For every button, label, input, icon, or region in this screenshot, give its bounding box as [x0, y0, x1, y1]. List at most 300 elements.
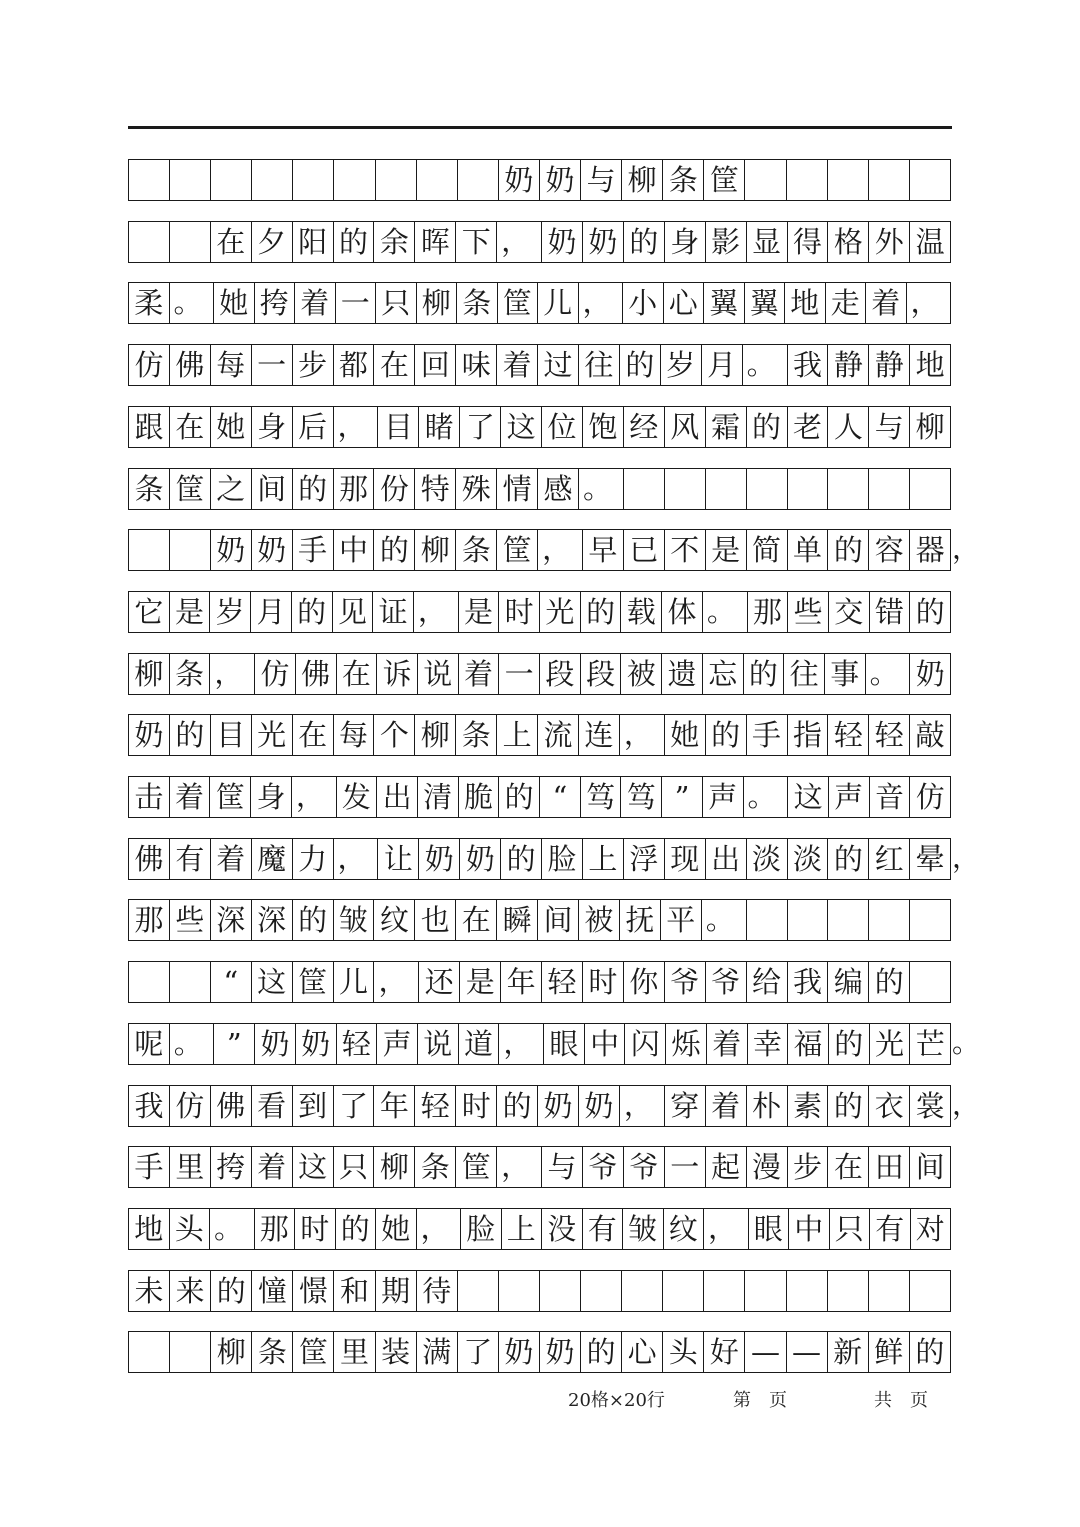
grid-cell: 时 [456, 1086, 497, 1126]
grid-cell: 都 [334, 345, 375, 385]
grid-cell: ， [210, 654, 255, 694]
grid-cell: 奶 [538, 1086, 579, 1126]
grid-cell: 的 [497, 1086, 538, 1126]
grid-cell: ， [910, 285, 940, 319]
grid-cell: 挎 [255, 283, 296, 323]
grid-cell: 份 [374, 469, 415, 509]
grid-cell: 的 [501, 839, 542, 879]
grid-cell: 奶 [542, 222, 583, 262]
grid-cell [334, 160, 375, 200]
grid-cell: 抚 [620, 900, 661, 940]
grid-cell: 已 [624, 530, 665, 570]
grid-cell: ， [374, 962, 419, 1002]
margin-punctuation [952, 1146, 982, 1188]
grid-cell [170, 1332, 211, 1372]
grid-cell: 佛 [211, 1086, 252, 1126]
grid-cell: 着 [295, 283, 336, 323]
grid-cell: 奶 [211, 530, 252, 570]
margin-punctuation: ， [952, 1088, 981, 1121]
grid-cell: 她 [376, 1209, 417, 1249]
grid-cell: 柳 [211, 1332, 252, 1372]
grid-cell: ， [417, 1209, 462, 1249]
grid-cell: — [787, 1332, 828, 1372]
grid-cell: “ [540, 777, 581, 817]
grid-cell: 显 [747, 222, 788, 262]
grid-cell [665, 469, 706, 509]
grid-cell: 笃 [621, 777, 662, 817]
grid-cell: 遗 [662, 654, 703, 694]
grid-cell: 条 [456, 530, 497, 570]
grid-cell: 条 [456, 715, 497, 755]
grid-cell: 了 [334, 1086, 375, 1126]
margin-punctuation [952, 468, 982, 510]
grid-cell [622, 1271, 663, 1311]
grid-cell: 些 [788, 592, 829, 632]
grid-cell [663, 1271, 704, 1311]
grid-cell: 憬 [293, 1271, 334, 1311]
grid-cell: 淡 [788, 839, 829, 879]
grid-cell: 与 [869, 407, 910, 447]
grid-cell: 柳 [415, 715, 456, 755]
grid-cell: 一 [336, 283, 377, 323]
grid-cell [499, 1271, 540, 1311]
grid-cell: 余 [374, 222, 415, 262]
grid-cell: 素 [788, 1086, 829, 1126]
grid-cell [129, 530, 170, 570]
grid-cell: 鲜 [869, 1332, 910, 1372]
grid-cell: 特 [415, 469, 456, 509]
grid-cell: 清 [418, 777, 459, 817]
grid-row [128, 714, 951, 756]
grid-cell: 这 [293, 1147, 334, 1187]
grid-cell [910, 160, 950, 200]
grid-cell: 的 [624, 222, 665, 262]
grid-cell: 敲 [915, 717, 945, 752]
grid-cell: 烁 [666, 1024, 707, 1064]
grid-row [128, 776, 951, 818]
grid-cell: 柔 [129, 283, 170, 323]
grid-cell [745, 1271, 786, 1311]
grid-cell: 静 [869, 345, 910, 385]
grid-cell: 不 [665, 530, 706, 570]
grid-cell: 柳 [129, 654, 170, 694]
grid-cell: 后 [293, 407, 334, 447]
grid-cell: 饱 [583, 407, 624, 447]
grid-cell [869, 1271, 910, 1311]
grid-cell: 挎 [211, 1147, 252, 1187]
grid-cell: 这 [252, 962, 293, 1002]
grid-cell: 诉 [377, 654, 418, 694]
grid-cell: 时 [499, 592, 540, 632]
grid-cell: 的 [581, 1332, 622, 1372]
grid-cell: 。 [866, 654, 911, 694]
grid-cell: 有 [583, 1209, 624, 1249]
grid-cell: 她 [211, 407, 252, 447]
grid-cell: 时 [295, 1209, 336, 1249]
grid-cell: 奶 [252, 530, 293, 570]
footer-total-pages: 共 页 [874, 1390, 928, 1411]
grid-cell: 地 [129, 1209, 170, 1249]
grid-cell: “ [211, 962, 252, 1002]
grid-cell: 了 [460, 407, 501, 447]
grid-cell: 中 [334, 530, 375, 570]
grid-cell: ， [620, 1086, 665, 1126]
grid-cell [788, 900, 829, 940]
footer-grid-spec: 20格×20行 [568, 1390, 665, 1411]
grid-cell [910, 900, 950, 940]
grid-cell: 是 [170, 592, 211, 632]
grid-cell: 殊 [456, 469, 497, 509]
grid-cell: 呢 [129, 1024, 170, 1064]
grid-cell: 满 [417, 1332, 458, 1372]
grid-cell: — [745, 1332, 786, 1372]
grid-cell: 筐 [170, 469, 211, 509]
grid-cell: ， [414, 592, 459, 632]
grid-cell: ， [499, 1024, 544, 1064]
margin-punctuation [952, 653, 982, 695]
grid-cell: 儿 [334, 962, 375, 1002]
grid-cell: 魔 [252, 839, 293, 879]
grid-row [128, 899, 951, 941]
grid-cell: 指 [788, 715, 829, 755]
grid-cell: 还 [419, 962, 460, 1002]
grid-cell: 给 [747, 962, 788, 1002]
grid-cell: 在 [828, 1147, 869, 1187]
grid-cell [376, 160, 417, 200]
grid-cell: 睹 [419, 407, 460, 447]
grid-row [128, 1146, 951, 1188]
grid-cell: 我 [788, 962, 829, 1002]
grid-cell: ， [497, 222, 542, 262]
grid-cell: 柳 [374, 1147, 415, 1187]
grid-cell: 在 [211, 222, 252, 262]
grid-cell: 音 [870, 777, 911, 817]
grid-cell: 我 [788, 345, 829, 385]
grid-cell: 条 [457, 283, 498, 323]
grid-cell: 眼 [749, 1209, 790, 1249]
margin-punctuation [952, 1208, 982, 1250]
grid-row [128, 406, 951, 448]
grid-cell: 对 [915, 1211, 945, 1246]
margin-punctuation [952, 961, 982, 1003]
grid-cell: 力 [293, 839, 334, 879]
grid-cell: 夕 [252, 222, 293, 262]
grid-cell: 容 [869, 530, 910, 570]
grid-cell: 纹 [374, 900, 415, 940]
grid-cell: 往 [579, 345, 620, 385]
grid-cell: 柳 [415, 530, 456, 570]
grid-cell: 的 [374, 530, 415, 570]
grid-row [128, 344, 951, 386]
grid-cell: 的 [293, 469, 334, 509]
grid-cell: 奶 [540, 160, 581, 200]
grid-cell: 奶 [296, 1024, 337, 1064]
grid-row [128, 1085, 951, 1127]
grid-cell: 脸 [542, 839, 583, 879]
grid-cell: 筐 [498, 283, 539, 323]
grid-cell: 那 [334, 469, 375, 509]
grid-cell: 着 [706, 1086, 747, 1126]
grid-cell: 脸 [461, 1209, 502, 1249]
grid-cell: 段 [581, 654, 622, 694]
grid-cell [170, 160, 211, 200]
grid-cell: 。 [703, 592, 748, 632]
grid-cell: ， [334, 839, 379, 879]
grid-cell: 条 [415, 1147, 456, 1187]
grid-row [128, 1331, 951, 1373]
grid-cell: 她 [665, 715, 706, 755]
grid-cell: 的 [828, 1086, 869, 1126]
grid-cell [828, 160, 869, 200]
grid-cell: 回 [415, 345, 456, 385]
grid-row [128, 838, 951, 880]
grid-cell: 声 [377, 1024, 418, 1064]
grid-cell: 筐 [293, 1332, 334, 1372]
grid-cell: 地 [915, 347, 945, 382]
grid-cell: 里 [170, 1147, 211, 1187]
grid-row [128, 468, 951, 510]
grid-cell: 个 [374, 715, 415, 755]
grid-row [128, 653, 951, 695]
grid-cell: 轻 [869, 715, 910, 755]
grid-cell: 载 [621, 592, 662, 632]
grid-cell: 是 [706, 530, 747, 570]
margin-punctuation [952, 406, 982, 448]
grid-cell: 轻 [337, 1024, 378, 1064]
grid-cell [828, 469, 869, 509]
grid-cell: 衣 [869, 1086, 910, 1126]
grid-cell: 着 [459, 654, 500, 694]
grid-cell: 上 [583, 839, 624, 879]
grid-cell: 奶 [915, 656, 945, 691]
grid-cell: 晖 [415, 222, 456, 262]
grid-cell [869, 469, 910, 509]
grid-cell: 芒 [915, 1026, 945, 1061]
grid-cell: 段 [540, 654, 581, 694]
grid-cell: 人 [828, 407, 869, 447]
grid-cell: 证 [373, 592, 414, 632]
grid-cell: 那 [748, 592, 789, 632]
grid-cell: 那 [255, 1209, 296, 1249]
grid-cell: 中 [585, 1024, 626, 1064]
grid-cell: 条 [129, 469, 170, 509]
grid-cell: 编 [828, 962, 869, 1002]
grid-cell: 筐 [210, 777, 251, 817]
grid-cell: 筐 [456, 1147, 497, 1187]
grid-cell: 连 [579, 715, 620, 755]
grid-cell: 光 [870, 1024, 911, 1064]
grid-cell: 的 [334, 222, 375, 262]
grid-cell: 上 [502, 1209, 543, 1249]
grid-cell: 平 [661, 900, 702, 940]
grid-cell: 也 [415, 900, 456, 940]
grid-row [128, 282, 951, 324]
grid-cell: 裳 [915, 1088, 945, 1123]
grid-row [128, 1270, 951, 1312]
grid-cell: 眼 [544, 1024, 585, 1064]
grid-cell: 你 [624, 962, 665, 1002]
grid-cell [910, 1271, 950, 1311]
grid-cell: 月 [702, 345, 743, 385]
grid-cell: 步 [293, 345, 334, 385]
grid-cell: 装 [376, 1332, 417, 1372]
grid-cell: 着 [707, 1024, 748, 1064]
grid-cell: 与 [542, 1147, 583, 1187]
grid-cell: 出 [706, 839, 747, 879]
margin-punctuation [952, 899, 982, 941]
grid-row [128, 1208, 951, 1250]
grid-cell: 着 [497, 345, 538, 385]
grid-cell: 流 [538, 715, 579, 755]
grid-cell: 的 [828, 530, 869, 570]
grid-cell: 与 [581, 160, 622, 200]
grid-cell: 一 [499, 654, 540, 694]
grid-cell: 影 [706, 222, 747, 262]
grid-cell: 每 [334, 715, 375, 755]
grid-cell [828, 1271, 869, 1311]
grid-cell: 让 [378, 839, 419, 879]
margin-punctuation [952, 344, 982, 386]
grid-cell: 交 [829, 592, 870, 632]
grid-cell: 的 [706, 715, 747, 755]
grid-cell [252, 160, 293, 200]
grid-cell [747, 900, 788, 940]
grid-cell: 她 [214, 283, 255, 323]
grid-cell [129, 962, 170, 1002]
grid-cell: 是 [459, 592, 500, 632]
grid-cell [417, 160, 458, 200]
grid-cell: 晕 [915, 841, 945, 876]
grid-cell: 脆 [459, 777, 500, 817]
grid-cell: 的 [915, 594, 945, 629]
grid-cell: 年 [374, 1086, 415, 1126]
grid-cell: 的 [336, 1209, 377, 1249]
grid-cell: 岁 [661, 345, 702, 385]
grid-cell: 有 [870, 1209, 911, 1249]
grid-cell: 步 [788, 1147, 829, 1187]
grid-cell: 皱 [623, 1209, 664, 1249]
grid-cell: 一 [665, 1147, 706, 1187]
grid-cell [458, 160, 499, 200]
grid-cell: 格 [828, 222, 869, 262]
grid-cell: 的 [292, 592, 333, 632]
grid-cell: 我 [129, 1086, 170, 1126]
grid-cell: 得 [788, 222, 829, 262]
grid-cell: 霜 [706, 407, 747, 447]
grid-cell: 着 [211, 839, 252, 879]
grid-cell: 笃 [581, 777, 622, 817]
grid-cell: 被 [579, 900, 620, 940]
grid-cell: 。 [170, 1024, 215, 1064]
grid-cell: 阳 [293, 222, 334, 262]
grid-cell: 条 [170, 654, 211, 694]
grid-cell: 奶 [129, 715, 170, 755]
grid-cell: 温 [915, 224, 945, 259]
grid-cell: 地 [785, 283, 826, 323]
grid-cell: 仿 [915, 779, 945, 814]
grid-cell: 事 [825, 654, 866, 694]
grid-cell: ， [497, 1147, 542, 1187]
grid-cell: 经 [624, 407, 665, 447]
grid-cell [828, 900, 869, 940]
grid-cell: 小 [623, 283, 664, 323]
grid-cell: 。 [743, 345, 788, 385]
grid-cell: 位 [542, 407, 583, 447]
margin-punctuation: ， [952, 841, 981, 874]
grid-cell: 奶 [540, 1332, 581, 1372]
grid-cell: 奶 [460, 839, 501, 879]
grid-cell: 福 [788, 1024, 829, 1064]
grid-cell: 轻 [415, 1086, 456, 1126]
grid-cell: 爷 [706, 962, 747, 1002]
grid-cell: 筐 [497, 530, 538, 570]
grid-cell: 声 [829, 777, 870, 817]
grid-cell: 的 [211, 1271, 252, 1311]
grid-cell: 发 [337, 777, 378, 817]
grid-cell: 仿 [170, 1086, 211, 1126]
grid-cell: 的 [499, 777, 540, 817]
grid-cell [458, 1271, 499, 1311]
grid-cell: 筐 [293, 962, 334, 1002]
grid-cell [170, 530, 211, 570]
grid-cell: 走 [826, 283, 867, 323]
grid-cell: 的 [915, 1334, 945, 1369]
grid-cell: 情 [497, 469, 538, 509]
grid-cell: 这 [788, 777, 829, 817]
grid-cell: 说 [418, 654, 459, 694]
grid-cell: 着 [170, 777, 211, 817]
grid-cell: 身 [665, 222, 706, 262]
grid-cell: 只 [376, 283, 417, 323]
grid-cell: 身 [252, 407, 293, 447]
grid-cell: 来 [170, 1271, 211, 1311]
grid-cell: 手 [293, 530, 334, 570]
grid-cell [788, 469, 829, 509]
margin-punctuation [952, 1270, 982, 1312]
grid-cell: 期 [376, 1271, 417, 1311]
grid-cell: 年 [501, 962, 542, 1002]
grid-cell: 老 [788, 407, 829, 447]
grid-cell: 被 [621, 654, 662, 694]
grid-cell: 未 [129, 1271, 170, 1311]
grid-cell: ， [579, 283, 624, 323]
grid-cell: 纹 [664, 1209, 705, 1249]
grid-cell: 的 [293, 900, 334, 940]
grid-cell: ” [662, 777, 703, 817]
margin-punctuation [952, 221, 982, 263]
margin-punctuation [952, 1331, 982, 1373]
grid-cell: 现 [665, 839, 706, 879]
grid-cell: 条 [663, 160, 704, 200]
grid-cell: 爷 [583, 1147, 624, 1187]
grid-cell: 在 [293, 715, 334, 755]
grid-cell: 。 [744, 777, 789, 817]
grid-cell: 之 [211, 469, 252, 509]
grid-cell: 是 [460, 962, 501, 1002]
grid-cell: 。 [170, 283, 215, 323]
grid-cell [869, 900, 910, 940]
grid-cell: 忘 [703, 654, 744, 694]
grid-cell [704, 1271, 745, 1311]
grid-cell: 皱 [334, 900, 375, 940]
grid-cell: 这 [501, 407, 542, 447]
grid-cell: 外 [869, 222, 910, 262]
grid-cell: ， [620, 715, 665, 755]
grid-cell: 声 [703, 777, 744, 817]
grid-cell: 跟 [129, 407, 170, 447]
grid-cell: 佛 [170, 345, 211, 385]
grid-cell: 朴 [747, 1086, 788, 1126]
